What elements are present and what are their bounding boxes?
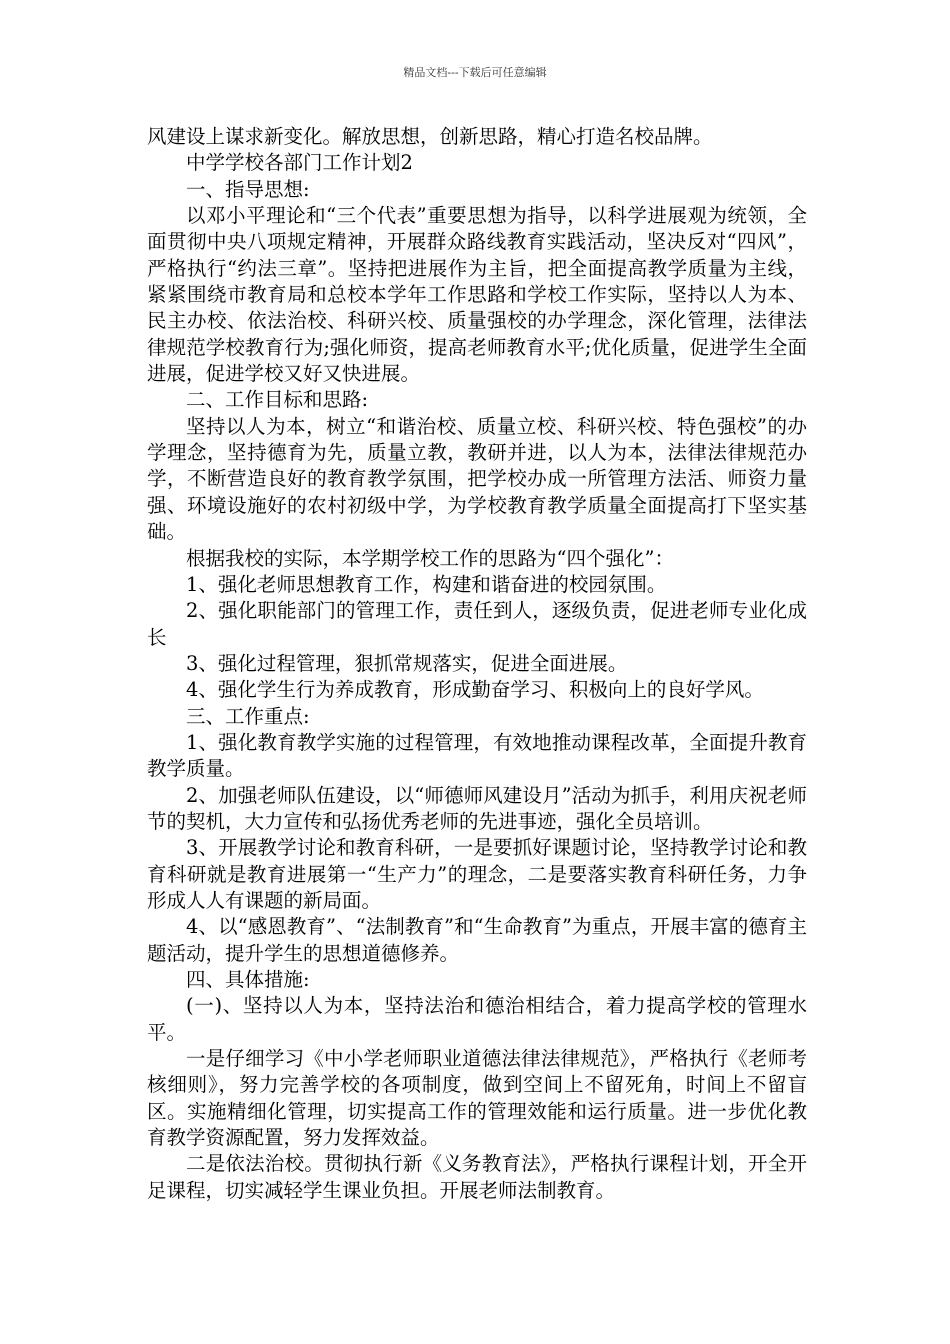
heading-goals: 二、工作目标和思路: [186, 388, 369, 412]
list-item: 1、强化教育教学实施的过程管理，有效地推动课程改革，全面提升教育教学质量。 [147, 730, 807, 781]
list-item: 1、强化老师思想教育工作，构建和谐奋进的校园氛围。 [186, 572, 667, 596]
paragraph: 一是仔细学习《中小学老师职业道德法律法律规范》，严格执行《老师考核细则》，努力完善学校的各项制度，做到空间上不留死角，时间上不留盲区。实施精细化管理，切实提高工作的管理效能和运行质量。进一步优化教育教学资源配置，努力发挥效益。 [147, 1047, 807, 1150]
heading-guiding-thought: 一、指导思想: [186, 177, 310, 201]
list-item: 4、强化学生行为养成教育，形成勤奋学习、积极向上的良好学风。 [186, 678, 764, 702]
paragraph-continuation: 风建设上谋求新变化。解放思想，创新思路，精心打造名校品牌。 [147, 125, 713, 148]
page-header: 精品文档---下载后可任意编辑 [403, 66, 547, 79]
list-item: 2、加强老师队伍建设，以“师德师风建设月”活动为抓手，利用庆祝老师节的契机，大力宣传和弘扬优秀老师的先进事迹，强化全员培训。 [147, 783, 807, 833]
list-item: 2、强化职能部门的管理工作，责任到人，逐级负责，促进老师专业化成长 [147, 599, 807, 649]
paragraph: 以邓小平理论和“三个代表”重要思想为指导，以科学进展观为统领，全面贯彻中央八项规定精神，开展群众路线教育实践活动，坚决反对“四风”，严格执行“约法三章”。坚持把进展作为主旨，把全面提高教学质量为主线，紧紧围绕市教育局和总校本学年工作思路和学校工作实际，坚持以人为本、民主办校、依法治校、科研兴校、质量强校的办学理念，深化管理，法律法律规范学校教育行为;强化师资，提高老师教育水平;优化质量，促进学生全面进展，促进学校又好又快进展。 [147, 204, 807, 386]
heading-measures: 四、具体措施: [186, 968, 310, 991]
list-item: 3、强化过程管理，狠抓常规落实，促进全面进展。 [186, 651, 628, 675]
section-title: 中学学校各部门工作计划2 [186, 151, 413, 175]
sub-heading: (一)、坚持以人为本，坚持法治和德治相结合，着力提高学校的管理水平。 [147, 994, 807, 1044]
paragraph: 二是依法治校。贯彻执行新《义务教育法》，严格执行课程计划，开全开足课程，切实减轻学生课业负担。开展老师法制教育。 [147, 1152, 807, 1202]
heading-focus: 三、工作重点: [186, 704, 310, 728]
list-item: 3、开展教学讨论和教育科研，一是要抓好课题讨论，坚持教学讨论和教育科研就是教育进展第一“生产力”的理念，二是要落实教育科研任务，力争形成人人有课题的新局面。 [147, 836, 807, 912]
paragraph: 根据我校的实际，本学期学校工作的思路为“四个强化”： [186, 546, 674, 570]
list-item: 4、以“感恩教育”、“法制教育”和“生命教育”为重点，开展丰富的德育主题活动，提升学生的思想道德修养。 [147, 915, 807, 965]
paragraph: 坚持以人为本，树立“和谐治校、质量立校、科研兴校、特色强校”的办学理念，坚持德育为先，质量立教，教研并进，以人为本，法律法律规范办学，不断营造良好的教育教学氛围，把学校办成一所管理方法活、师资力量强、环境设施好的农村初级中学，为学校教育教学质量全面提高打下坚实基础。 [147, 414, 807, 544]
document-body [147, 124, 807, 1204]
